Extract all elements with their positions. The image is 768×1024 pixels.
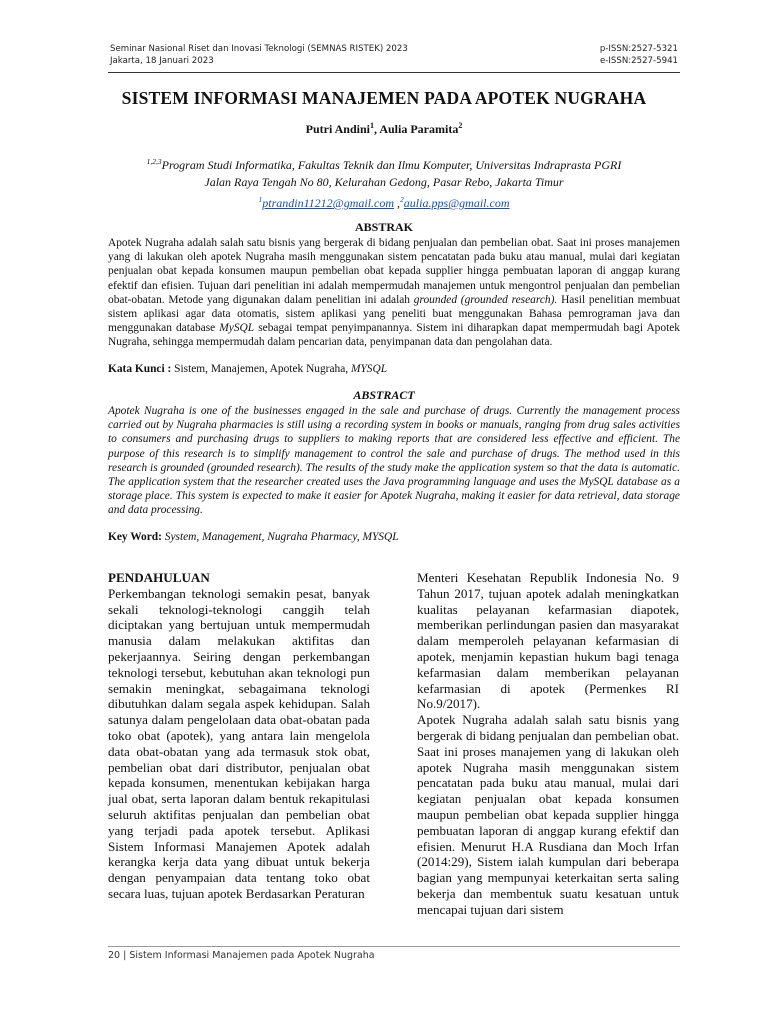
affiliation-sup: 1,2,3 — [146, 157, 162, 166]
affiliation-line-1 — [0, 153, 768, 174]
author-2-sup: 2 — [458, 121, 463, 130]
email-line — [0, 191, 768, 212]
kata-kunci-mysql: MYSQL — [350, 363, 388, 375]
page-footer: 20 | Sistem Informasi Manajemen pada Apotek Nugraha — [108, 950, 375, 961]
author-2: Aulia Paramita — [379, 122, 459, 136]
header-divider — [108, 72, 680, 73]
kata-kunci-label: Kata Kunci : — [108, 363, 172, 375]
section-heading-pendahuluan: PENDAHULUAN — [108, 570, 210, 585]
author-line — [0, 121, 768, 137]
abstract-text: Apotek Nugraha is one of the businesses engaged in the sale and purchase of drugs. Currently the management process carried out by Nugraha pharmacies is still using a recording system in books or manuals, ranging from drug sales activities to consumers and purchasing drugs to suppliers to making reports that are considered less effective and efficient. The purpose of this research is to simplify management to control the sale and purchase of drugs. The method used in this research is grounded (grounded research). The results of the study make the application system so that the data is automatic. The application system that the researcher created uses the Java programming language and uses the MySQL database as a storage place. This system is expected to make it easier for Apotek Nugraha, making it easier for data retrieval, data storage and data processing. — [108, 405, 680, 517]
footer-divider — [108, 946, 680, 947]
key-word-values: System, Management, Nugraha Pharmacy, MYSQL — [161, 531, 399, 543]
email-separator: , — [394, 196, 401, 210]
abstrak-text-part-2: Hasil penelitian membuat sistem aplikasi agar data otomatis, sistem aplikasi yang peneliti buat menggunakan Bahasa pemrograman java dan menggunakan database — [108, 293, 680, 335]
email-2-link[interactable]: aulia.pps@gmail.com — [403, 196, 510, 210]
abstrak-text — [108, 236, 680, 350]
abstrak-text-part-3: sebagai tempat penyimpanannya. Sistem ini diharapkan dapat mempermudah bagi Apotek Nugraha, sehingga mempermudah dalam pencarian data, penyimpanan data dan pengolahan data. — [108, 322, 680, 349]
abstrak-heading: ABSTRAK — [354, 220, 413, 234]
body-column-left — [108, 570, 370, 902]
p-issn: p-ISSN:2527-5321 — [599, 44, 678, 54]
conference-name: Seminar Nasional Riset dan Inovasi Teknologi (SEMNAS RISTEK) 2023 — [110, 44, 408, 54]
paragraph: Perkembangan teknologi semakin pesat, banyak sekali teknologi-teknologi canggih telah diciptakan yang bertujuan untuk mempermudah manusia dalam melakukan aktifitas dan pekerjaannya. Seiring dengan perkembangan teknologi tersebut, kebutuhan akan teknologi pun semakin meningkat, sebagaimana teknologi dibutuhkan dalam segala aspek kehidupan. Salah satunya dalam pengelolaan data obat-obatan pada toko obat (apotek), yang antara lain mengelola data obat-obatan yang ada termasuk stok obat, pembelian obat dari distributor, penjualan obat kepada konsumen, menentukan kebijakan harga jual obat, serta laporan dalam bentuk rekapitulasi seluruh aktifitas penjualan dan pembelian obat yang terjadi pada apotek tersebut. Aplikasi Sistem Informasi Manajemen Apotek adalah kerangka kerja data yang dibuat untuk bekerja dengan penyampaian data tentang toko obat secara luas, tujuan apotek Berdasarkan Peraturan — [108, 585, 370, 901]
abstrak-method: grounded (grounded research). — [413, 293, 558, 306]
affiliation-program: Program Studi Informatika, Fakultas Teknik dan Ilmu Komputer, Universitas Indraprasta PGRI — [161, 158, 622, 172]
author-separator: , — [374, 122, 380, 136]
email-1-link[interactable]: ptrandin11212@gmail.com — [262, 196, 395, 210]
body-column-right — [417, 570, 679, 918]
abstract-heading: ABSTRACT — [353, 388, 415, 402]
abstrak-database: MySQL — [219, 322, 255, 335]
running-header-left — [110, 43, 408, 67]
author-1: Putri Andini — [305, 122, 370, 136]
running-header-right — [600, 43, 678, 67]
e-issn: e-ISSN:2527-5941 — [600, 56, 678, 66]
kata-kunci-values: Sistem, Manajemen, Apotek Nugraha, — [171, 363, 351, 375]
paragraph: Apotek Nugraha adalah salah satu bisnis yang bergerak di bidang penjualan dan pembelian obat. Saat ini proses manajemen yang di lakukan oleh apotek Nugraha masih menggunakan sistem pencatatan pada buku atau manual, mulai dari kegiatan penjualan obat kepada konsumen maupun pembelian obat kepada supplier hingga pembuatan laporan di anggap kurang efektif dan efisien. Menurut H.A Rusdiana dan Moch Irfan (2014:29), Sistem ialah kumpulan dari beberapa bagian yang mempunyai keterkaitan serta saling bekerja dan membentuk suatu kesatuan untuk mencapai tujuan dari sistem — [417, 712, 679, 917]
paper-title: SISTEM INFORMASI MANAJEMEN PADA APOTEK NUGRAHA — [121, 88, 647, 108]
key-word-label: Key Word: — [108, 531, 162, 543]
affiliation-address: Jalan Raya Tengah No 80, Kelurahan Gedong, Pasar Rebo, Jakarta Timur — [204, 175, 564, 189]
author-1-sup: 1 — [370, 121, 374, 130]
kata-kunci — [108, 362, 680, 376]
abstrak-text-part-1: Apotek Nugraha adalah salah satu bisnis yang bergerak di bidang penjualan dan pembelian obat. Saat ini proses manajemen yang di lakukan oleh apotek Nugraha masih menggunakan sistem pencatatan pada buku atau manual, mulai dari kegiatan penjualan obat kepada konsumen maupun pembelian obat kepada supplier hingga pembuatan laporan di anggap kurang efektif dan efisien. Tujuan dari penelitian ini adalah mempermudah manajemen untuk mengontrol penjualan dan pembelian obat-obatan. Metode yang digunakan dalam penelitian ini adalah — [108, 237, 680, 306]
email-1-sup: 1 — [258, 195, 263, 204]
affiliation — [0, 153, 768, 212]
email-2-sup: 2 — [400, 195, 404, 204]
key-word — [108, 530, 680, 544]
conference-date: Jakarta, 18 Januari 2023 — [110, 56, 214, 66]
paragraph: Menteri Kesehatan Republik Indonesia No. 9 Tahun 2017, tujuan apotek adalah meningkatkan kualitas pelayanan kefarmasian diapotek, memberikan perlindungan pasien dan masyarakat dalam memperoleh pelayanan kefarmasian di apotek, menjamin kepastian hukum bagi tenaga kefarmasian dalam memberikan pelayanan kefarmasian di apotek (Permenkes RI No.9/2017). — [417, 570, 679, 712]
